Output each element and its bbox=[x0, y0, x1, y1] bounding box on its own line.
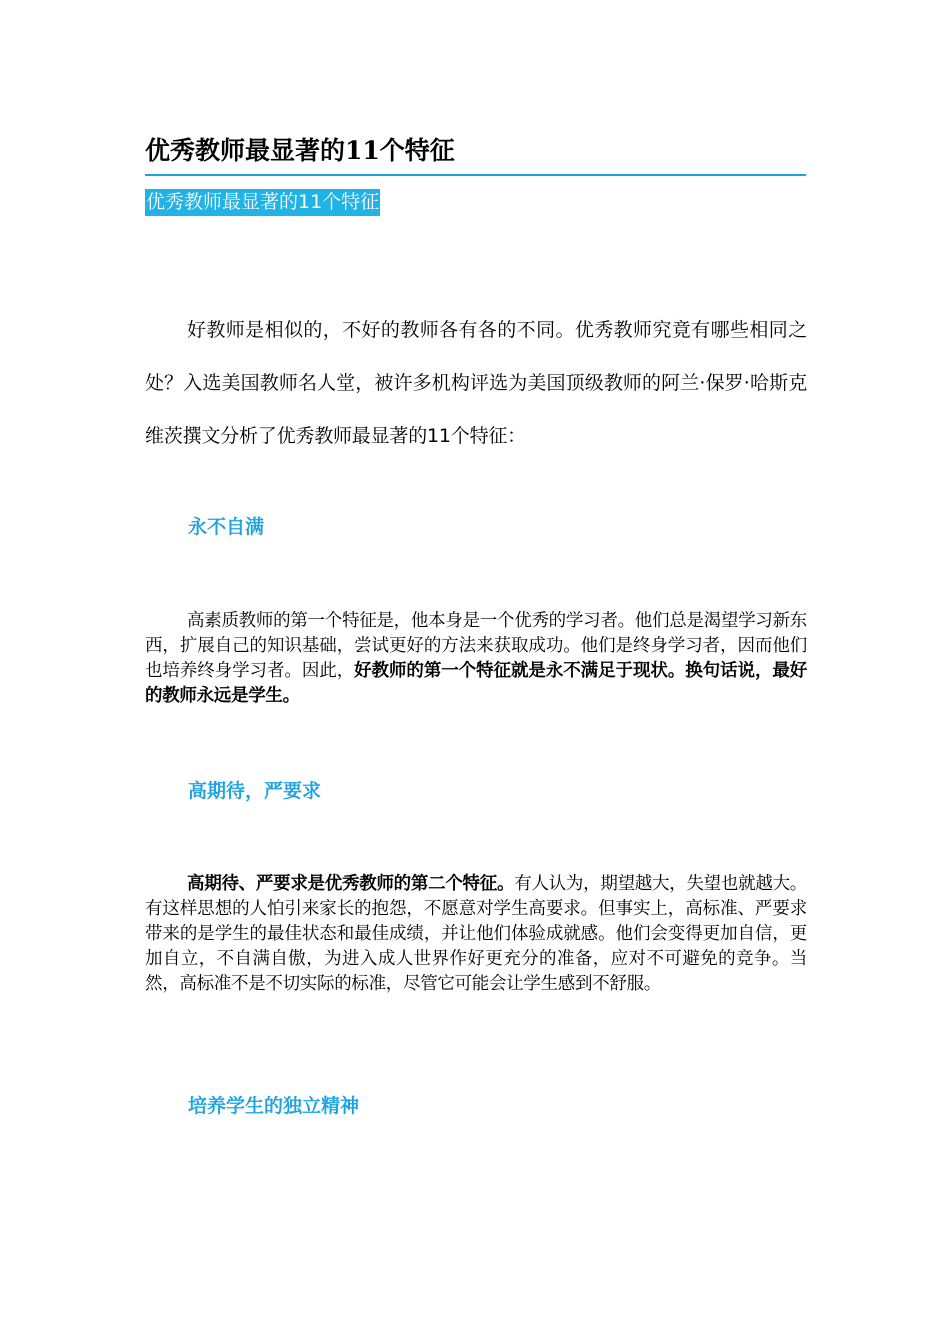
section-paragraph-1 bbox=[145, 609, 807, 709]
document-subtitle: 优秀教师最显著的11个特征 bbox=[145, 189, 380, 216]
section-heading-3: 培养学生的独立精神 bbox=[188, 1095, 360, 1117]
intro-paragraph: 好教师是相似的，不好的教师各有各的不同。优秀教师究竟有哪些相同之处？入选美国教师名人堂，被许多机构评选为美国顶级教师的阿兰·保罗·哈斯克维茨撰文分析了优秀教师最显著的11个特征： bbox=[145, 319, 807, 447]
section-1-plain-text: 高素质教师的第一个特征是，他本身是一个优秀的学习者。他们总是渴望学习新东西，扩展自己的知识基础，尝试更好的方法来获取成功。他们是终身学习者，因而他们也培养终身学习者。因此， bbox=[145, 611, 807, 681]
section-1-bold-text: 好教师的第一个特征就是永不满足于现状。换句话说，最好的教师永远是学生。 bbox=[145, 661, 807, 706]
section-heading-2: 高期待，严要求 bbox=[188, 780, 322, 802]
document-title: 优秀教师最显著的11个特征 bbox=[145, 136, 455, 165]
section-paragraph-2 bbox=[145, 872, 807, 997]
section-2-plain-text: 有人认为，期望越大，失望也就越大。有这样思想的人怕引来家长的抱怨，不愿意对学生高要求。但事实上，高标准、严要求带来的是学生的最佳状态和最佳成绩，并让他们体验成就感。他们会变得更加自信，更加自立，不自满自傲，为进入成人世界作好更充分的准备，应对不可避免的竞争。当然，高标准不是不切实际的标准，尽管它可能会让学生感到不舒服。 bbox=[145, 874, 807, 994]
section-2-bold-text: 高期待、严要求是优秀教师的第二个特征。 bbox=[187, 874, 515, 894]
section-heading-1: 永不自满 bbox=[188, 516, 265, 538]
title-divider bbox=[145, 174, 806, 176]
